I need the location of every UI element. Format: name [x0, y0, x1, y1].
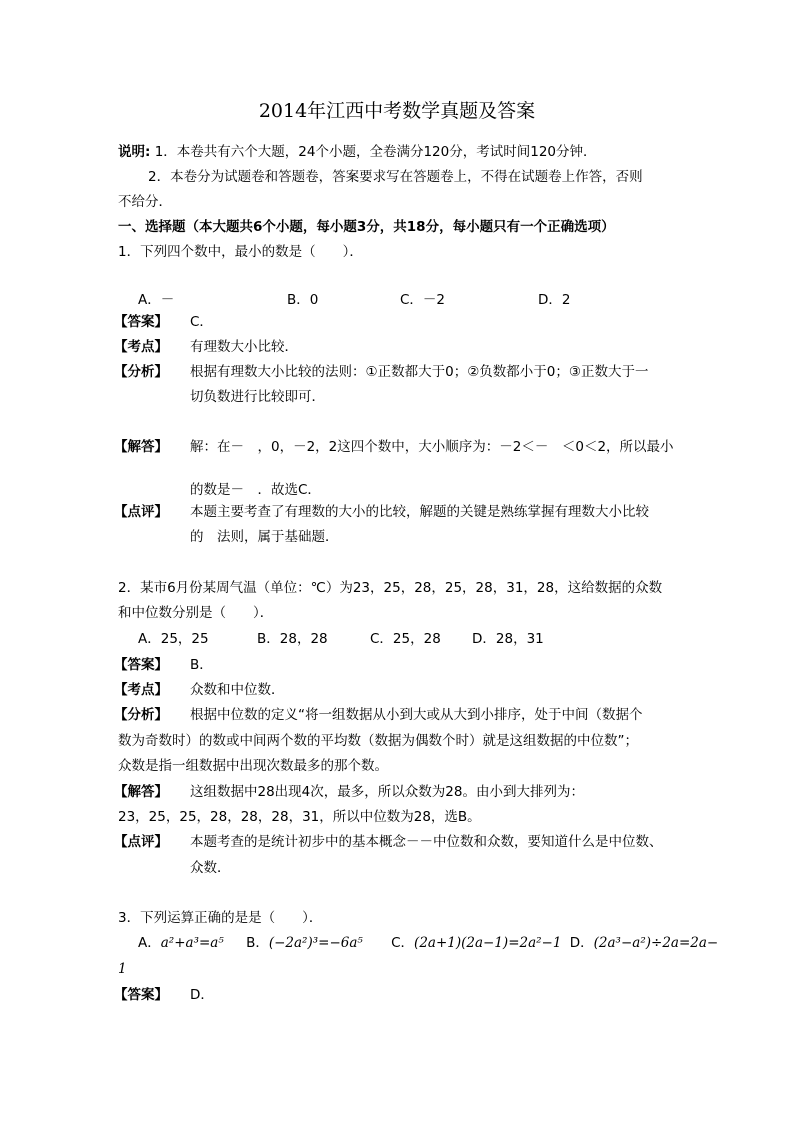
q1-option-d: D．2	[538, 292, 571, 308]
q3-option-d-label: D．	[569, 935, 594, 951]
q2-option-a: A．25，25	[138, 631, 209, 647]
q2-option-b: B．28，28	[257, 631, 328, 647]
q2-analysis-cont: 数为奇数时）的数或中间两个数的平均数（数据为偶数个时）就是这组数据的中位数”；	[118, 733, 638, 749]
q3-answer-label: 【答案】	[114, 987, 168, 1003]
document-title: 2014年江西中考数学真题及答案	[258, 100, 536, 122]
q3-option-c: (2a+1)(2a−1)=2a²−1	[414, 935, 562, 951]
section-heading: 一、选择题（本大题共6个小题，每小题3分，共18分，每小题只有一个正确选项）	[118, 219, 615, 235]
q2-comment-label: 【点评】	[114, 834, 168, 850]
q2-analysis: 根据中位数的定义“将一组数据从小到大或从大到小排序，处于中间（数据个	[190, 707, 643, 723]
q1-comment-label: 【点评】	[114, 504, 168, 520]
q1-solution-cont: 的数是－ ．故选C．	[190, 482, 321, 498]
q2-answer: B．	[190, 657, 213, 673]
q1-option-c: C．－2	[400, 292, 446, 308]
q3-options-line	[138, 934, 718, 952]
q3-answer: D．	[190, 987, 214, 1003]
q3-option-a-label: A．	[138, 935, 161, 951]
note-2-cont: 不给分．	[118, 194, 172, 210]
q2-solution: 这组数据中28出现4次，最多，所以众数为28。由小到大排列为：	[190, 784, 584, 800]
q1-answer: C．	[190, 314, 213, 330]
q1-analysis-cont: 切负数进行比较即可．	[190, 389, 325, 405]
q1-answer-label: 【答案】	[114, 314, 168, 330]
q2-analysis-cont2: 众数是指一组数据中出现次数最多的那个数。	[118, 758, 388, 774]
q2-stem-cont: 和中位数分别是（ ）．	[118, 605, 274, 621]
notes-label: 说明:	[118, 144, 151, 160]
q2-solution-label: 【解答】	[114, 784, 168, 800]
q3-option-d: (2a³−a²)÷2a=2a−	[593, 935, 719, 951]
q1-comment: 本题主要考查了有理数的大小的比较，解题的关键是熟练掌握有理数大小比较	[190, 504, 649, 520]
q2-solution-cont: 23，25，25，28，28，28，31，所以中位数为28，选B。	[118, 809, 481, 825]
q1-stem: 1．下列四个数中，最小的数是（ ）．	[118, 244, 363, 260]
q3-option-d-cont: 1	[118, 961, 127, 977]
note-2: 2．本卷分为试题卷和答题卷，答案要求写在答题卷上，不得在试题卷上作答，否则	[148, 169, 643, 185]
q3-option-a: a²+a³=a⁵	[160, 935, 224, 951]
q1-solution-label: 【解答】	[114, 439, 168, 455]
q2-stem: 2．某市6月份某周气温（单位：℃）为23，25，28，25，28，31，28，这给数据的众数	[118, 580, 663, 596]
q3-stem: 3．下列运算正确的是是（ ）．	[118, 910, 323, 926]
q1-option-b: B．0	[287, 292, 319, 308]
q3-option-b: (−2a²)³=−6a⁵	[268, 935, 363, 951]
q2-option-d: D．28，31	[472, 631, 544, 647]
q3-option-c-label: C．	[391, 935, 415, 951]
q3-option-b-label: B．	[246, 935, 269, 951]
q2-option-c: C．25，28	[370, 631, 441, 647]
q1-analysis-label: 【分析】	[114, 364, 168, 380]
q1-solution: 解：在－ ，0，－2，2这四个数中，大小顺序为：－2＜－ ＜0＜2，所以最小	[190, 439, 674, 455]
q2-comment: 本题考查的是统计初步中的基本概念－－中位数和众数，要知道什么是中位数、	[190, 834, 663, 850]
q2-comment-cont: 众数．	[190, 860, 231, 876]
q1-analysis: 根据有理数大小比较的法则：①正数都大于0；②负数都小于0；③正数大于一	[190, 364, 649, 380]
q2-answer-label: 【答案】	[114, 657, 168, 673]
notes-line-1	[118, 143, 597, 161]
q1-option-a: A．－	[138, 292, 175, 308]
q1-point: 有理数大小比较．	[190, 339, 298, 355]
q2-point: 众数和中位数．	[190, 682, 285, 698]
q2-point-label: 【考点】	[114, 682, 168, 698]
q1-point-label: 【考点】	[114, 339, 168, 355]
q1-comment-cont: 的 法则，属于基础题．	[190, 529, 339, 545]
note-1: 1．本卷共有六个大题，24个小题，全卷满分120分，考试时间120分钟．	[154, 144, 597, 160]
q2-analysis-label: 【分析】	[114, 707, 168, 723]
